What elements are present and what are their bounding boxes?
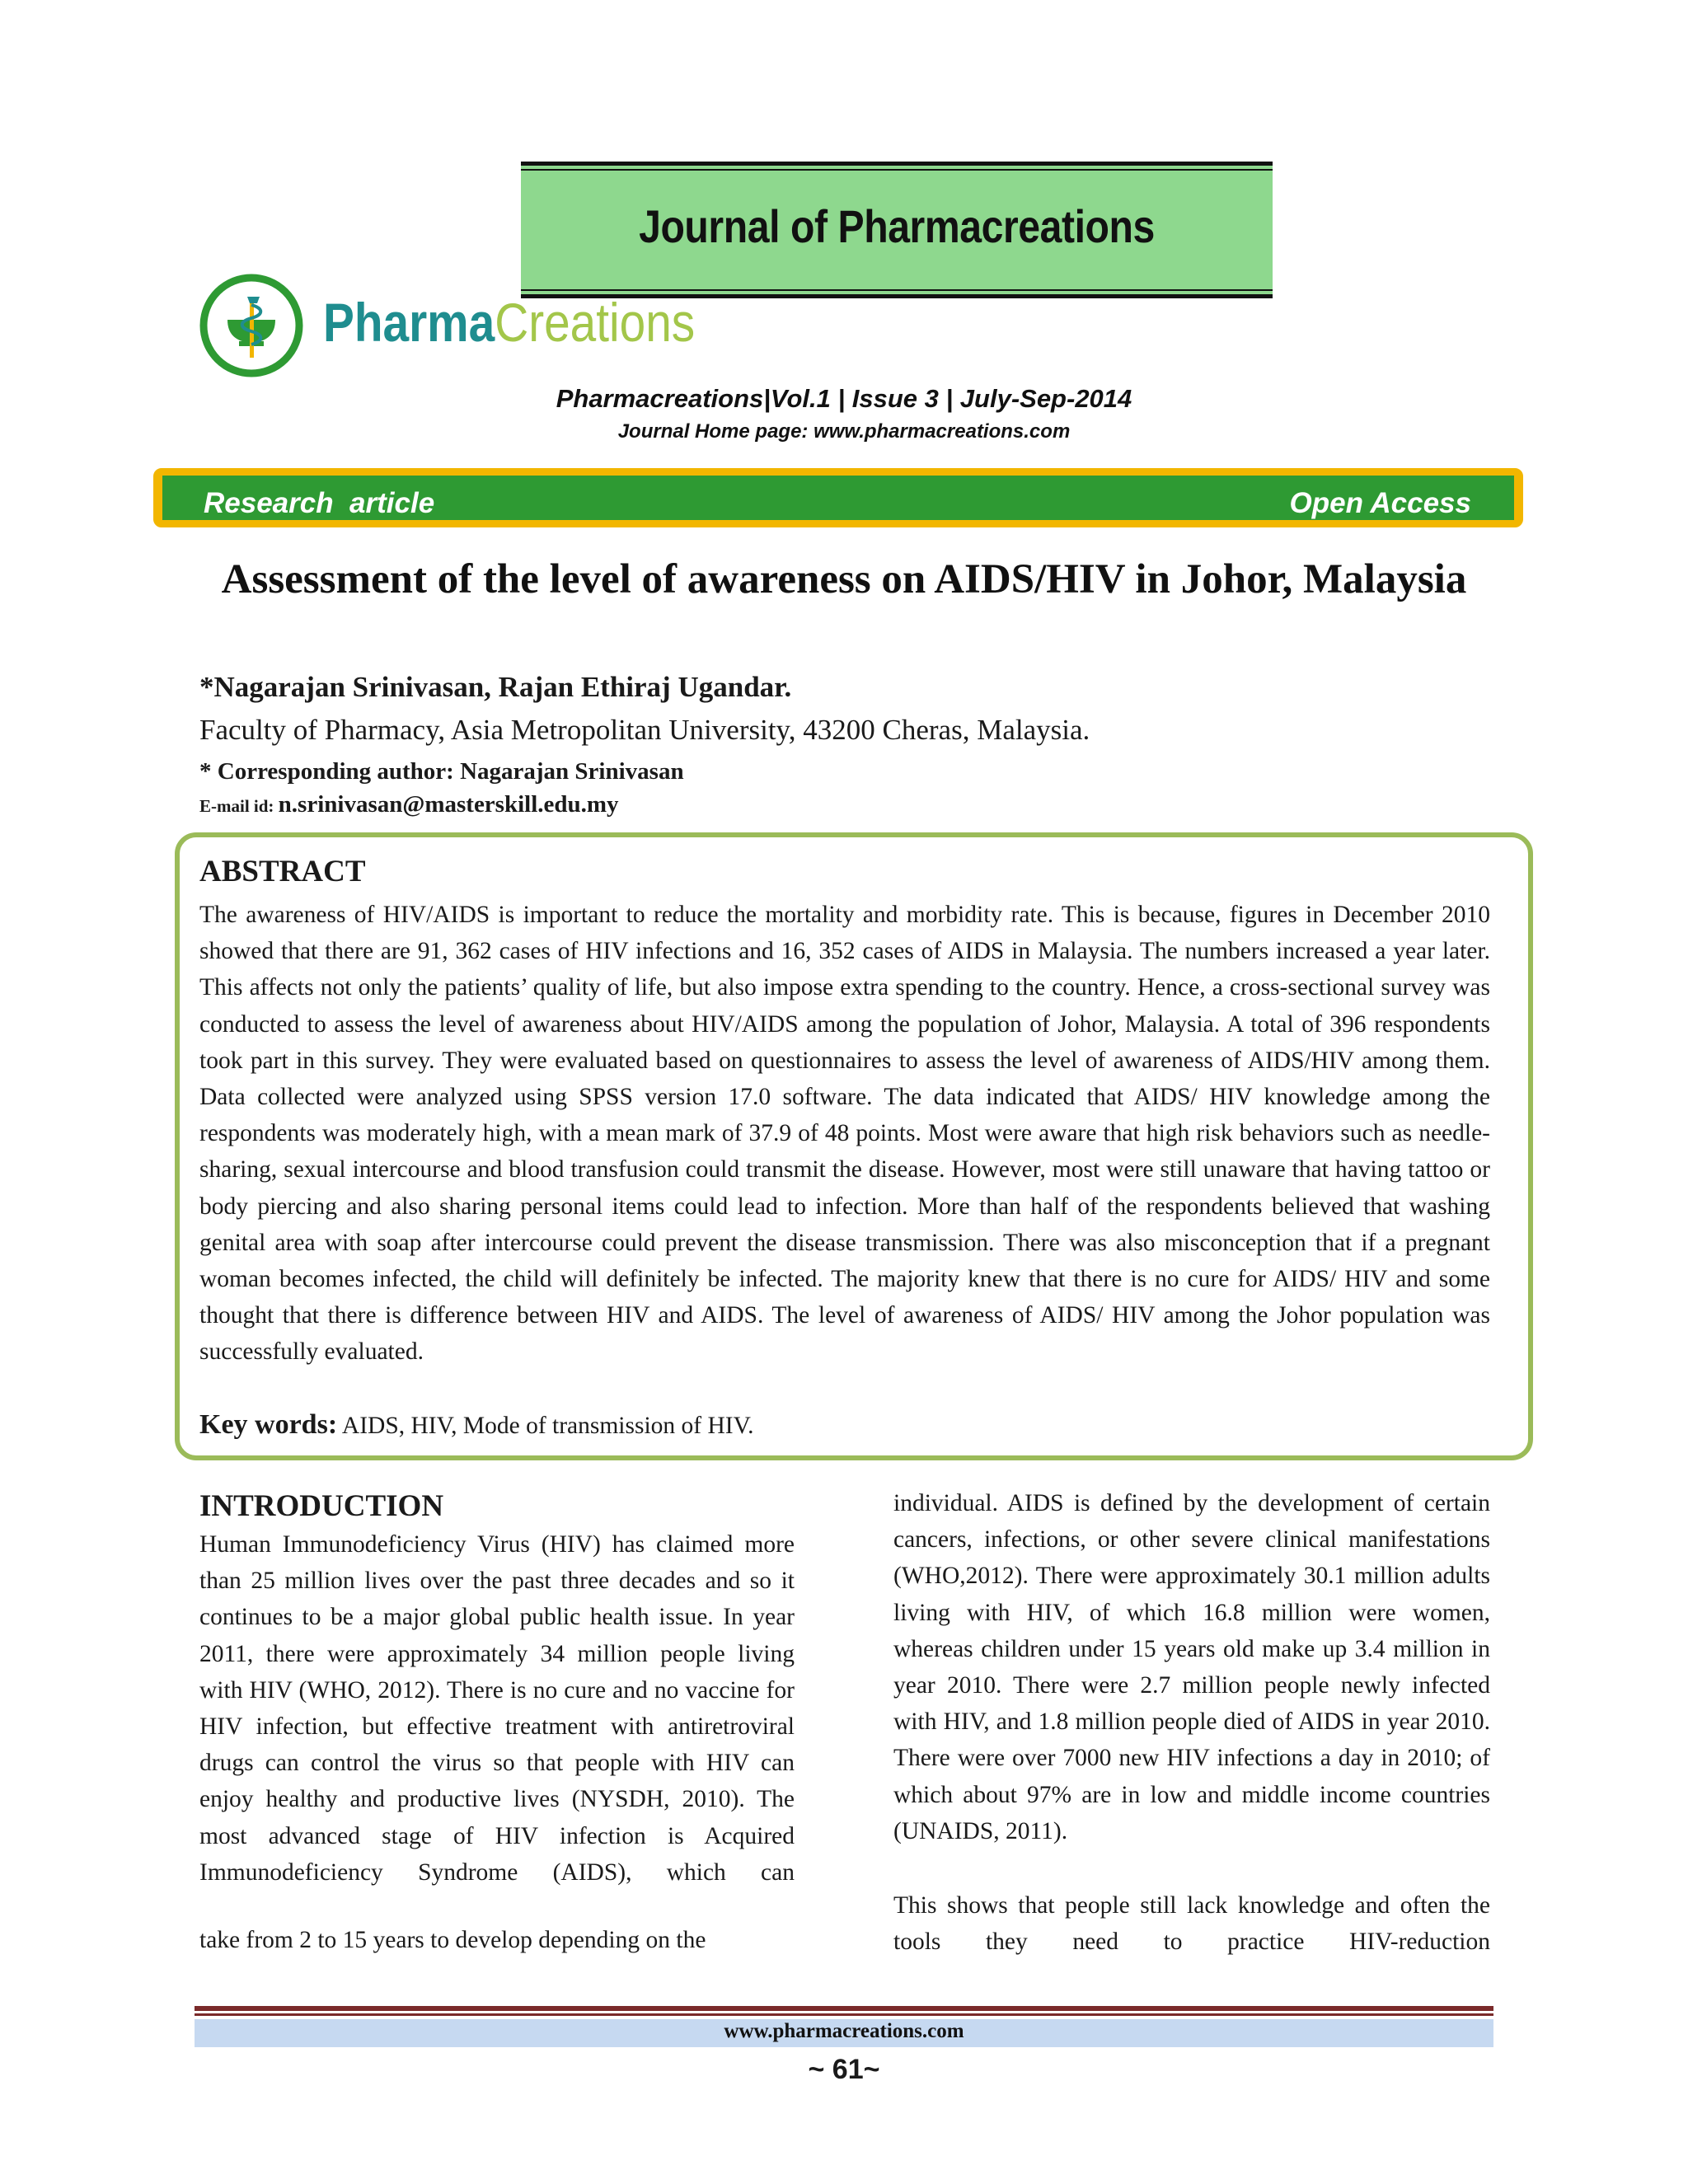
email-row: [199, 791, 619, 818]
footer-url[interactable]: www.pharmacreations.com: [724, 2020, 964, 2042]
open-access-label: Open Access: [1289, 487, 1471, 519]
introduction-heading: INTRODUCTION: [199, 1489, 444, 1523]
introduction-column-right: individual. AIDS is defined by the development of certain cancers, infections, or other severe clinical manifestations (WHO,2012). There were approximately 30.1 million adults living with HIV, of which 16.8 million were women, whereas children under 15 years old make up 3.4 million in year 2010. There were 2.7 million people newly infected with HIV, and 1.8 million people died of AIDS in year 2010. There were over 7000 new HIV infections a day in 2010; of which about 97% are in low and middle income countries (UNAIDS, 2011).: [893, 1490, 1490, 1844]
introduction-column-left: Human Immunodeficiency Virus (HIV) has claimed more than 25 million lives over the past three decades and so it continues to be a major global public health issue. In year 2011, there were approximately 34 million people living with HIV (WHO, 2012). There is no cure and no vaccine for HIV infection, but effective treatment with antiretroviral drugs can control the virus so that people with HIV can enjoy healthy and productive lives (NYSDH, 2010). The most advanced stage of HIV infection is Acquired Immunodeficiency Syndrome (AIDS), which can: [199, 1531, 795, 1886]
journal-home-page: Journal Home page: www.pharmacreations.com: [617, 420, 1071, 443]
keywords-line: [199, 1409, 754, 1441]
footer-rule-thin: [195, 2013, 1493, 2016]
affiliation: Faculty of Pharmacy, Asia Metropolitan University, 43200 Cheras, Malaysia.: [199, 714, 1090, 746]
introduction-column-left-last-line: take from 2 to 15 years to develop depending on the: [199, 1927, 706, 1953]
email-label: E-mail id:: [199, 796, 279, 816]
article-type-bar: [153, 468, 1523, 527]
article-type-label: Research article: [204, 487, 435, 519]
logo-text-part1: Pharma: [323, 292, 495, 353]
page-number: ~ 61~: [808, 2054, 880, 2085]
article-title: Assessment of the level of awareness on AIDS/HIV in Johor, Malaysia: [221, 556, 1467, 602]
keywords-label: Key words:: [199, 1409, 338, 1440]
abstract-text: The awareness of HIV/AIDS is important to reduce the mortality and morbidity rate. This is because, figures in December 2010 showed that there are 91, 362 cases of HIV infections and 16, 352 cases of AIDS in Malaysia. The numbers increased a year later. This affects not only the patients’ quality of life, but also impose extra spending to the country. Hence, a cross-sectional survey was conducted to assess the level of awareness about HIV/AIDS among the population of Johor, Malaysia. A total of 396 respondents took part in this survey. They were evaluated based on questionnaires to assess the level of awareness of AIDS/HIV among them. Data collected were analyzed using SPSS version 17.0 software. The data indicated that AIDS/ HIV knowledge among the respondents was moderately high, with a mean mark of 37.9 of 48 points. Most were aware that high risk behaviors such as needle-sharing, sexual intercourse and blood transfusion could transmit the disease. However, most were still unaware that having tattoo or body piercing and also sharing personal items could lead to infection. More than half of the respondents believed that washing genital area with soap after intercourse could prevent the disease transmission. There was also misconception that if a pregnant woman becomes infected, the child will definitely be infected. The majority knew that there is no cure for AIDS/ HIV and some thought that there is difference between HIV and AIDS. The level of awareness of AIDS/ HIV among the Johor population was successfully evaluated.: [199, 902, 1490, 1366]
email-address[interactable]: n.srinivasan@masterskill.edu.my: [278, 791, 619, 818]
keywords-list: AIDS, HIV, Mode of transmission of HIV.: [337, 1413, 754, 1439]
authors: *Nagarajan Srinivasan, Rajan Ethiraj Ugandar.: [199, 671, 792, 703]
abstract-heading: ABSTRACT: [199, 855, 366, 888]
pharmacy-logo-icon: [198, 272, 305, 379]
corresponding-author: * Corresponding author: Nagarajan Srinivasan: [199, 758, 684, 785]
journal-title: Journal of Pharmacreations: [639, 200, 1155, 252]
introduction-column-right-paragraph: This shows that people still lack knowledge and often the tools they need to practice HIV-reduction: [893, 1892, 1490, 1956]
footer-rule: [195, 2006, 1493, 2011]
publisher-logo-text: [323, 292, 696, 353]
logo-text-part2: Creations: [495, 292, 696, 353]
issue-line: Pharmacreations|Vol.1 | Issue 3 | July-Sep-2014: [556, 384, 1132, 413]
journal-banner: [521, 162, 1273, 298]
